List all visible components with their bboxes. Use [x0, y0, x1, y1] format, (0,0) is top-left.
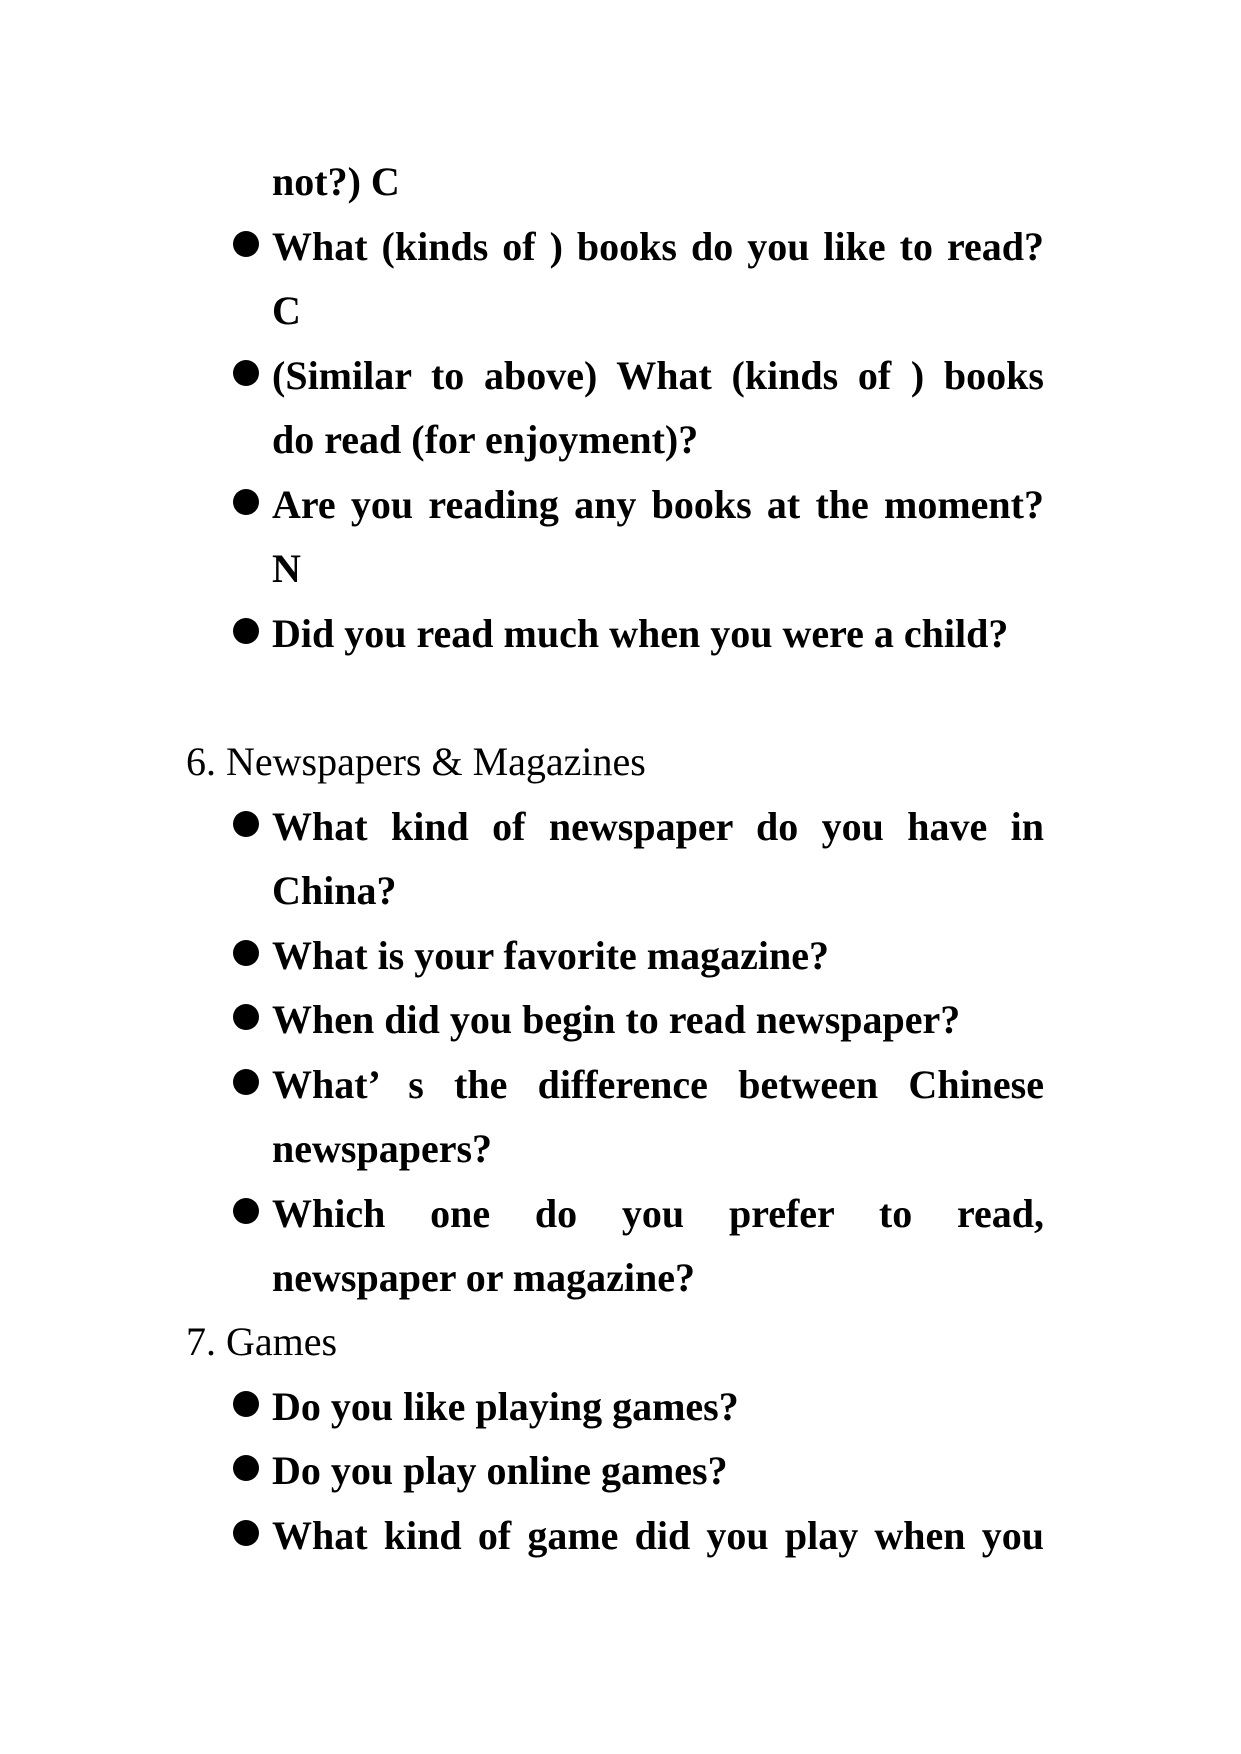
bullet-icon — [233, 940, 259, 966]
question-books-kinds-tag: C — [272, 288, 301, 333]
question-newspaper-kind-cont: China? — [272, 868, 397, 913]
bullet-icon — [233, 1455, 259, 1481]
bullet-icon — [233, 1198, 259, 1224]
question-newspaper-kind: What kind of newspaper do you have in — [272, 804, 1044, 849]
question-prefer-read: Which one do you prefer to read, — [272, 1191, 1044, 1236]
question-begin-newspaper: When did you begin to read newspaper? — [272, 997, 961, 1042]
question-reading-now: Are you reading any books at the moment? — [272, 482, 1044, 527]
bullet-icon — [233, 489, 259, 515]
question-similar-above: (Similar to above) What (kinds of ) books — [272, 353, 1044, 398]
bullet-icon — [233, 618, 259, 644]
question-similar-above-cont: do read (for enjoyment)? — [272, 417, 699, 462]
question-like-games: Do you like playing games? — [272, 1384, 739, 1429]
bullet-icon — [233, 360, 259, 386]
bullet-icon — [233, 1391, 259, 1417]
question-text-continuation: not?) C — [272, 159, 400, 204]
question-game-childhood: What kind of game did you play when you — [272, 1513, 1044, 1558]
question-reading-now-tag: N — [272, 546, 301, 591]
question-books-kinds: What (kinds of ) books do you like to read? — [272, 224, 1044, 269]
bullet-icon — [233, 811, 259, 837]
question-difference-newspapers: What’ s the difference between Chinese — [272, 1062, 1044, 1107]
section-heading-newspapers: 6. Newspapers & Magazines — [186, 739, 646, 784]
question-favorite-magazine: What is your favorite magazine? — [272, 933, 829, 978]
bullet-icon — [233, 1004, 259, 1030]
bullet-icon — [233, 231, 259, 257]
question-prefer-read-cont: newspaper or magazine? — [272, 1255, 695, 1300]
question-read-as-child: Did you read much when you were a child? — [272, 611, 1009, 656]
question-difference-newspapers-cont: newspapers? — [272, 1126, 493, 1171]
bullet-icon — [233, 1069, 259, 1095]
question-online-games: Do you play online games? — [272, 1448, 728, 1493]
section-heading-games: 7. Games — [186, 1319, 338, 1364]
bullet-icon — [233, 1520, 259, 1546]
